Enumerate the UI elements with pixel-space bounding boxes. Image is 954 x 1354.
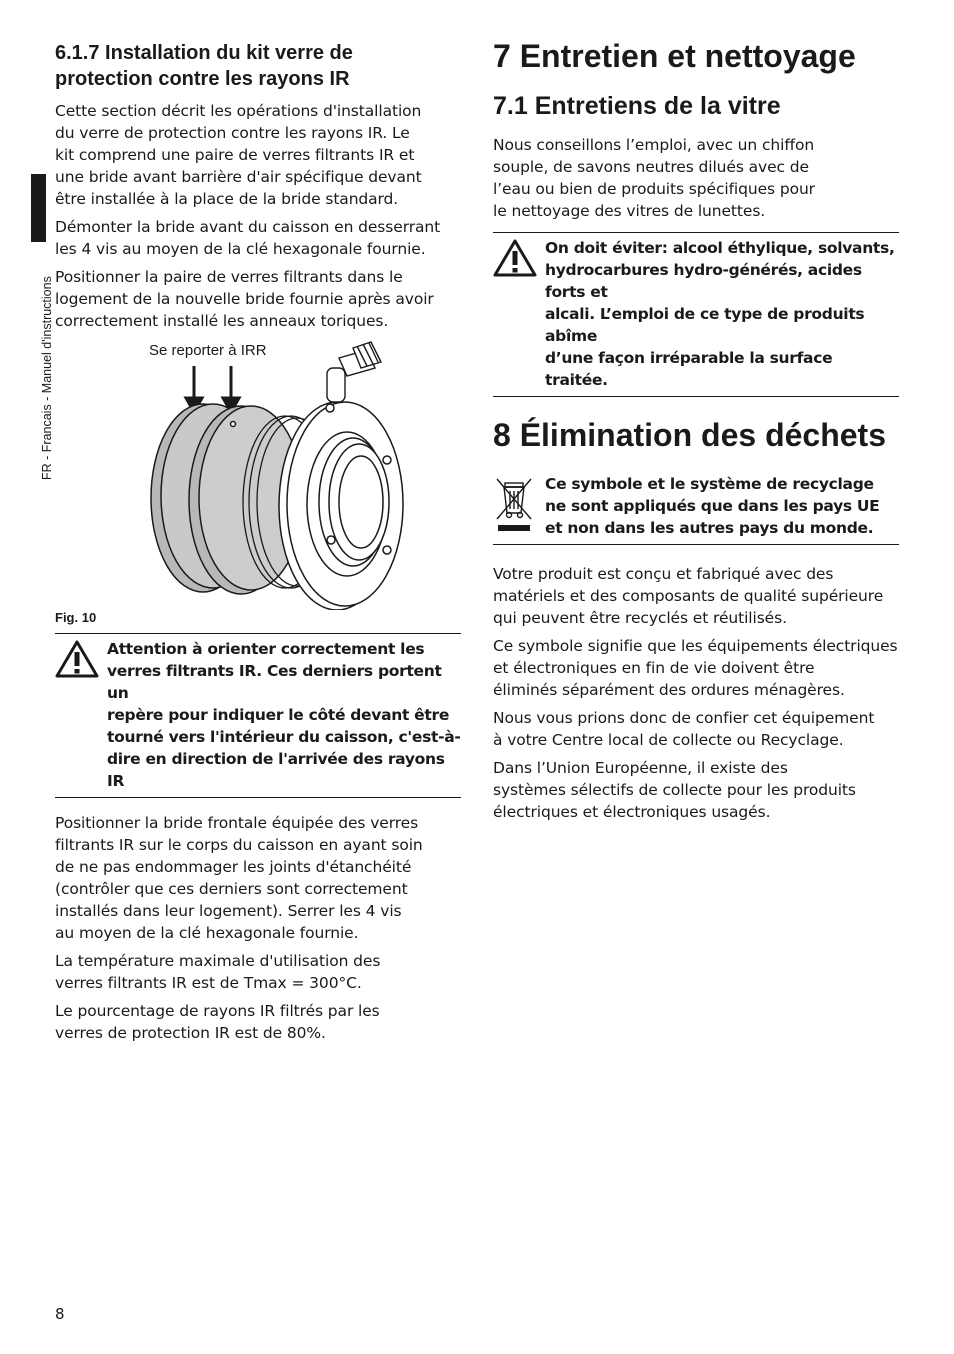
paragraph: Ce symbole signifie que les équipements électriques et électroniques en fin de vie doivent être éliminés séparément des ordures ménagères. — [493, 637, 898, 699]
paragraph: Démonter la bride avant du caisson en desserrant les 4 vis au moyen de la clé hexagonale fournie. — [55, 218, 441, 258]
sidebar-label: FR - Francais - Manuel d'instructions — [40, 276, 54, 480]
warning-text: Attention à orienter correctement les verres filtrants IR. Ces derniers portent un repère pour indiquer le côté devant être tourné vers l'intérieur du caisson, c'est-à- dire en direction de l'arrivée des rayons IR — [107, 640, 461, 790]
weee-note-text: Ce symbole et le système de recyclage ne sont appliqués que dans les pays UE et non dans les autres pays du monde. — [545, 475, 880, 537]
paragraph: Nous vous prions donc de confier cet équipement à votre Centre local de collecte ou Recyclage. — [493, 709, 875, 749]
figure-ir-filter-assembly — [55, 340, 461, 610]
page-number: 8 — [55, 1305, 65, 1323]
warning-text: On doit éviter: alcool éthylique, solvants, hydrocarbures hydro-générés, acides forts et alcali. L’emploi de ce type de produits abîme d’une façon irréparable la surface traitée. — [545, 239, 895, 389]
section-title-glass: 7.1 Entretiens de la vitre — [493, 92, 781, 120]
chapter-title-disposal: 8 Élimination des déchets — [493, 417, 886, 453]
warning-note — [493, 232, 899, 397]
weee-bin-icon — [493, 473, 545, 539]
right-column — [493, 36, 899, 829]
warning-note — [55, 633, 461, 798]
front-flange — [279, 402, 403, 610]
paragraph: Nous conseillons l’emploi, avec un chiffon souple, de savons neutres dilués avec de l’eau ou bien de produits spécifiques pour le nettoyage des vitres de lunettes. — [493, 136, 815, 220]
air-connector — [327, 342, 381, 402]
figure-label: Se reporter à IRR — [149, 342, 267, 359]
paragraph: Cette section décrit les opérations d'installation du verre de protection contre les rayons IR. Le kit comprend une paire de verres filtrants IR et une bride avant barrière d'air spécifique devant être installée à la place de la bride standard. — [55, 102, 422, 208]
figure-caption: Fig. 10 — [55, 610, 97, 625]
paragraph: Positionner la bride frontale équipée des verres filtrants IR sur le corps du caisson en ayant soin de ne pas endommager les joints d'étanchéité (contrôler que ces derniers sont correctement installés dans leur logement). Serrer les 4 vis au moyen de la clé hexagonale fournie. — [55, 814, 423, 942]
warning-icon — [493, 237, 545, 391]
filter-assembly-illustration — [55, 340, 461, 610]
paragraph: Le pourcentage de rayons IR filtrés par les verres de protection IR est de 80%. — [55, 1002, 380, 1042]
sidebar-marker — [31, 174, 46, 242]
paragraph: Positionner la paire de verres filtrants dans le logement de la nouvelle bride fournie après avoir correctement installé les anneaux toriques. — [55, 268, 434, 330]
warning-icon — [55, 638, 107, 792]
paragraph: Votre produit est conçu et fabriqué avec des matériels et des composants de qualité supérieure qui peuvent être recyclés et réutilisés. — [493, 565, 884, 627]
section-heading-ir-kit: 6.1.7 Installation du kit verre de protection contre les rayons IR — [55, 42, 353, 90]
paragraph: Dans l’Union Européenne, il existe des systèmes sélectifs de collecte pour les produits électriques et électroniques usagés. — [493, 759, 856, 821]
left-column — [55, 40, 461, 1050]
paragraph: La température maximale d'utilisation des verres filtrants IR est de Tmax = 300°C. — [55, 952, 381, 992]
weee-note — [493, 469, 899, 545]
chapter-title-maintenance: 7 Entretien et nettoyage — [493, 38, 856, 74]
